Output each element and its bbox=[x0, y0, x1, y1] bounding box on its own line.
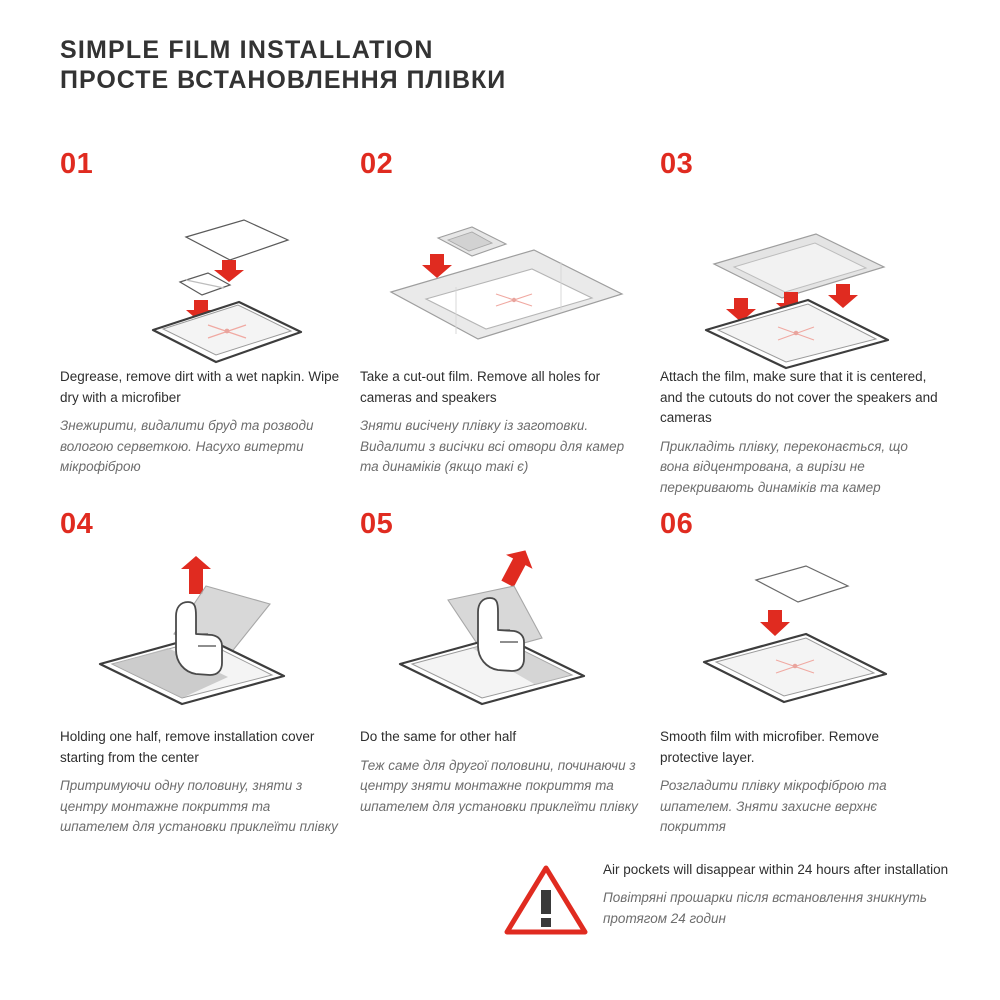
warning-triangle-icon bbox=[505, 864, 587, 936]
header bbox=[60, 36, 940, 96]
step-card-05 bbox=[356, 508, 656, 838]
step-card-03 bbox=[656, 148, 956, 498]
step-card-04 bbox=[56, 508, 356, 838]
step-text-uk: Знежирити, видалити бруд та розводи вологою серветкою. Насухо витерти мікрофіброю bbox=[60, 418, 314, 475]
step-number: 04 bbox=[60, 508, 94, 541]
step-text-en: Take a cut-out film. Remove all holes for cameras and speakers bbox=[360, 369, 601, 405]
step-illustration-film-cutout-sheet bbox=[356, 182, 656, 367]
step-number: 03 bbox=[660, 148, 694, 180]
step-text-en: Do the same for other half bbox=[360, 729, 517, 745]
step-text-en: Smooth film with microfiber. Remove protective layer. bbox=[660, 729, 880, 765]
step-text-uk: Розгладити плівку мікрофіброю та шпателем. Зняти захисне верхнє покриття bbox=[660, 778, 887, 835]
page-title-uk: ПРОСТЕ ВСТАНОВЛЕННЯ ПЛІВКИ bbox=[60, 65, 507, 94]
step-illustration-hand-peeling-left-half bbox=[56, 542, 356, 727]
step-illustration-microfiber-smoothing-phone bbox=[656, 542, 956, 727]
page-title-en: SIMPLE FILM INSTALLATION bbox=[60, 36, 434, 64]
step-number: 06 bbox=[660, 508, 694, 541]
step-number: 05 bbox=[360, 508, 394, 541]
step-card-02 bbox=[356, 148, 656, 498]
steps-grid bbox=[56, 148, 956, 838]
footer-note bbox=[505, 860, 955, 936]
step-card-06 bbox=[656, 508, 956, 838]
step-text-en: Degrease, remove dirt with a wet napkin. Wipe dry with a microfiber bbox=[60, 369, 340, 405]
step-number: 02 bbox=[360, 148, 394, 180]
step-text-en: Holding one half, remove installation cover starting from the center bbox=[60, 729, 315, 765]
step-text-uk: Прикладіть плівку, переконається, що вона відцентрована, а вирізи не перекривають динаміків та камер bbox=[660, 438, 908, 495]
footer-text-en: Air pockets will disappear within 24 hours after installation bbox=[603, 862, 949, 877]
step-text-uk: Притримуючи одну половину, зняти з центру монтажне покриття та шпателем для установки приклеїти плівку bbox=[60, 778, 338, 835]
step-card-01 bbox=[56, 148, 356, 498]
step-number: 01 bbox=[60, 148, 94, 180]
footer-note-text bbox=[603, 860, 955, 929]
step-text-uk: Теж саме для другої половини, починаючи з центру зняти монтажне покриття та шпателем для установки приклеїти плівку bbox=[360, 757, 638, 814]
step-illustration-hand-peeling-right-half bbox=[356, 542, 656, 727]
step-illustration-film-aligned-over-phone bbox=[656, 182, 956, 367]
footer-text-uk: Повітряні прошарки після встановлення зникнуть протягом 24 годин bbox=[603, 890, 927, 926]
step-text-en: Attach the film, make sure that it is centered, and the cutouts do not cover the speakers and cameras bbox=[660, 369, 938, 426]
step-text-uk: Зняти висічену плівку із заготовки. Видалити з висічки всі отвори для камер та динаміків (якщо такі є) bbox=[360, 418, 625, 475]
step-illustration-phone-with-wipe-cloth bbox=[56, 182, 356, 367]
